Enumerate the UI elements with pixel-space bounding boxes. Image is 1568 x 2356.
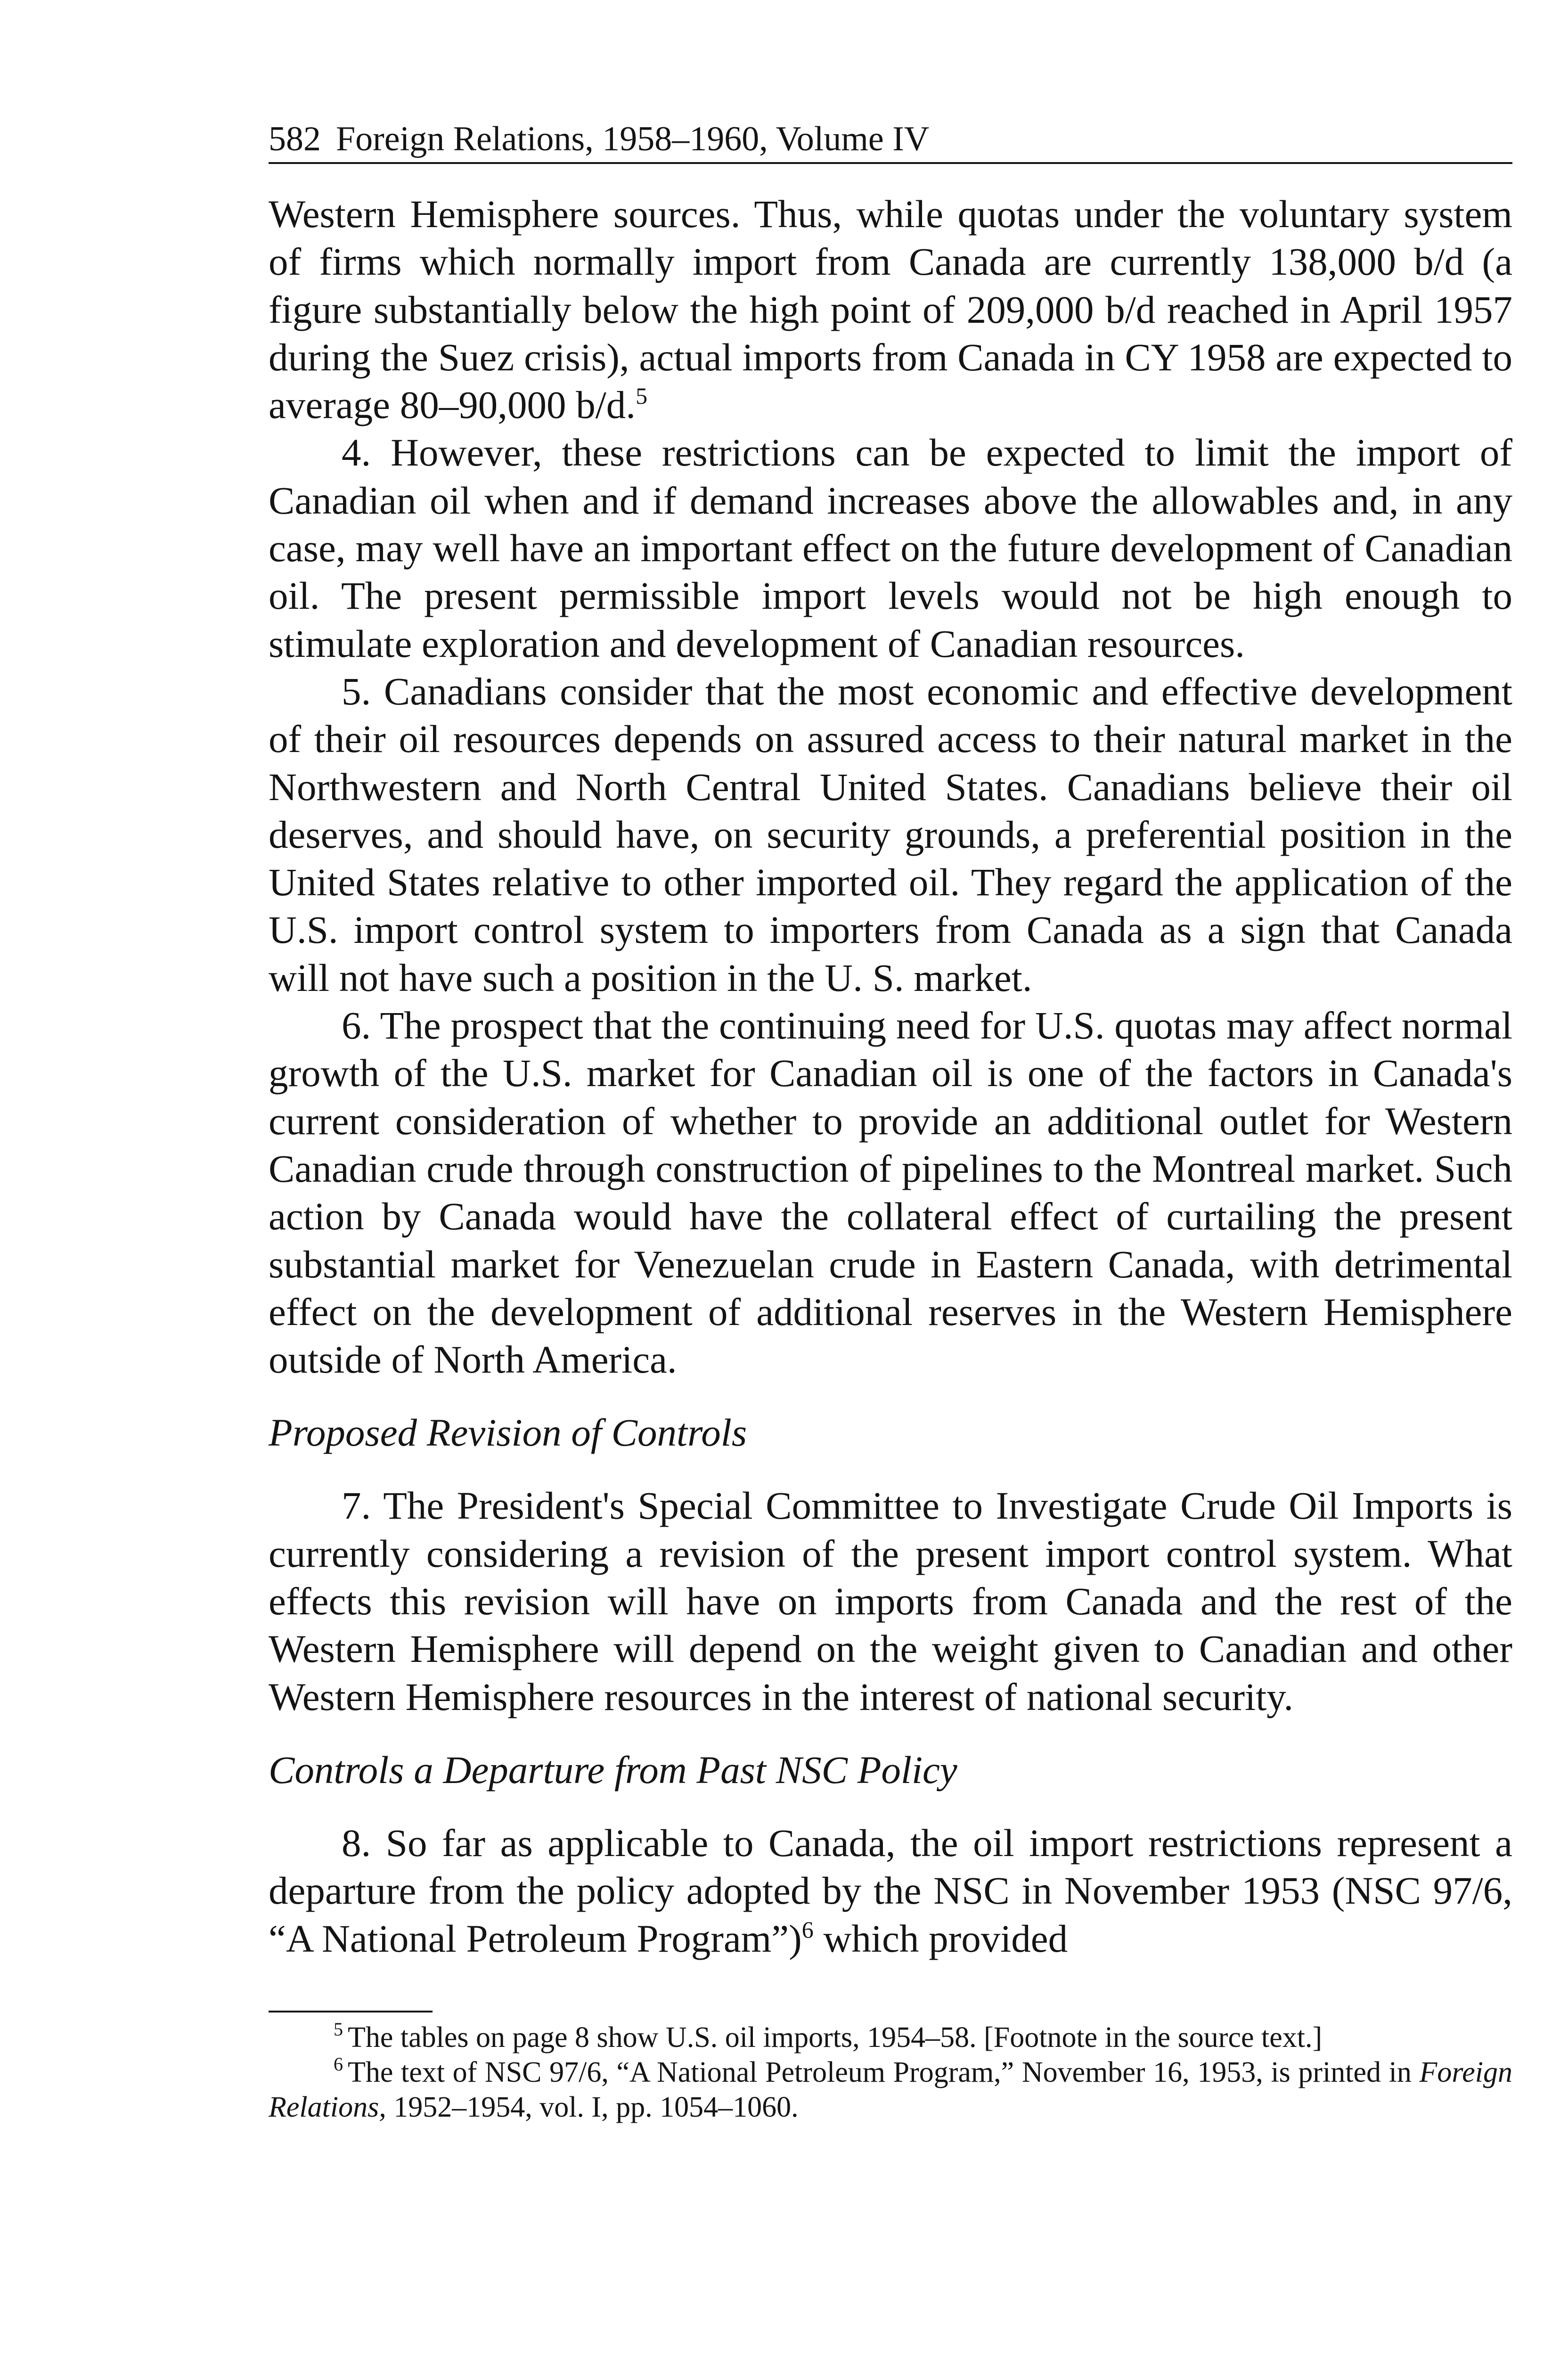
page-number: 582 [269, 120, 321, 158]
section-heading-proposed-revision: Proposed Revision of Controls [269, 1411, 747, 1455]
footnote-6-text: The text of NSC 97/6, “A National Petroleum Program,” November 16, 1953, is printed in [348, 2056, 1420, 2088]
footnote-6-mark: 6 [334, 2053, 343, 2075]
footnote-ref-5[interactable]: 5 [636, 383, 648, 409]
footnote-6 [269, 2055, 1512, 2125]
footnote-5 [269, 2020, 1512, 2055]
footnote-divider [269, 2011, 433, 2012]
paragraph-6: 6. The prospect that the continuing need for U.S. quotas may affect normal growth of the U.S. market for Canadian oil is one of the factors in Canada's current consideration of whether to provide an additional outlet for Western Canadian crude through construction of pipelines to the Montreal market. Such action by Canada would have the collateral effect of curtailing the present substantial market for Venezuelan crude in Eastern Canada, with detrimental effect on the development of additional reserves in the Western Hemisphere outside of North America. [269, 1004, 1512, 1382]
document-page [269, 118, 1512, 2125]
paragraph-8 [269, 1819, 1512, 1963]
footnote-6-italic-title: Foreign Relations, [269, 2056, 1512, 2123]
paragraph-8-text: 8. So far as applicable to Canada, the oil import restrictions represent a departure from the policy adopted by the NSC in November 1953 (NSC 97/6, “A National Petroleum Program”) [269, 1821, 1512, 1960]
paragraph-continued-text: Western Hemisphere sources. Thus, while quotas under the voluntary system of firms which normally import from Canada are currently 138,000 b/d (a figure substantially below the high point of 209,000 b/d reached in April 1957 during the Suez crisis), actual imports from Canada in CY 1958 are expected to average 80–90,000 b/d. [269, 192, 1512, 427]
running-head [269, 118, 1512, 164]
footnotes [269, 2020, 1512, 2125]
body-text [269, 190, 1512, 1963]
section-heading-controls-departure: Controls a Departure from Past NSC Policy [269, 1748, 957, 1792]
paragraph-7: 7. The President's Special Committee to Investigate Crude Oil Imports is currently considering a revision of the present import control system. What effects this revision will have on imports from Canada and the rest of the Western Hemisphere will depend on the weight given to Canadian and other Western Hemisphere resources in the interest of national security. [269, 1484, 1512, 1718]
footnote-6-text-end: 1952–1954, vol. I, pp. 1054–1060. [386, 2091, 799, 2123]
paragraph-continued [269, 190, 1512, 429]
footnote-ref-6[interactable]: 6 [801, 1916, 814, 1943]
footnote-5-mark: 5 [334, 2018, 343, 2040]
running-title: Foreign Relations, 1958–1960, Volume IV [336, 120, 930, 158]
paragraph-8-tail: which provided [813, 1916, 1068, 1960]
paragraph-4: 4. However, these restrictions can be expected to limit the import of Canadian oil when and if demand increases above the allowables and, in any case, may well have an important effect on the future development of Canadian oil. The present permissible import levels would not be high enough to stimulate exploration and development of Canadian resources. [269, 431, 1512, 665]
footnote-5-text: The tables on page 8 show U.S. oil imports, 1954–58. [Footnote in the source text.] [348, 2021, 1323, 2053]
paragraph-5: 5. Canadians consider that the most economic and effective development of their oil resources depends on assured access to their natural market in the Northwestern and North Central United States. Canadians believe their oil deserves, and should have, on security grounds, a preferential position in the United States relative to other imported oil. They regard the application of the U.S. import control system to importers from Canada as a sign that Canada will not have such a position in the U. S. market. [269, 669, 1512, 999]
